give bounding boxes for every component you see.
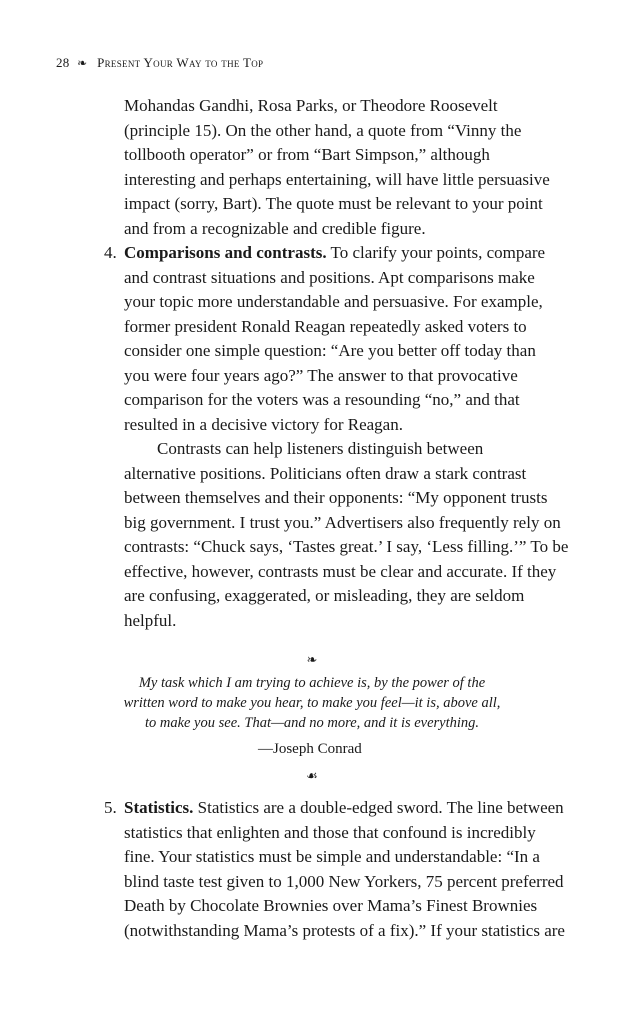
list-number: 5. bbox=[104, 798, 117, 817]
body-line: consider one simple question: “Are you better off today than bbox=[124, 341, 536, 360]
fleuron-top-icon: ❧ bbox=[306, 652, 318, 667]
body-line: alternative positions. Politicians often draw a stark contrast bbox=[124, 463, 527, 483]
page-number: 28 bbox=[56, 55, 70, 70]
body-line: statistics that enlighten and those that confound is incredibly bbox=[124, 822, 536, 842]
list-item-first-line bbox=[124, 796, 564, 821]
running-head bbox=[56, 55, 263, 71]
body-line: (principle 15). On the other hand, a quote from “Vinny the bbox=[124, 120, 522, 140]
body-line: former president Ronald Reagan repeatedly asked voters to bbox=[124, 316, 527, 336]
quote-line: My task which I am trying to achieve is, by the power of the bbox=[138, 675, 486, 691]
body-line: Mohandas Gandhi, Rosa Parks, or Theodore Roosevelt bbox=[124, 96, 498, 115]
body-line: comparison for the voters was a resounding “no,” and that bbox=[124, 390, 520, 409]
fleuron-icon: ❧ bbox=[77, 56, 88, 70]
body-line: helpful. bbox=[124, 610, 177, 630]
book-title: Present Your Way to the Top bbox=[97, 55, 264, 70]
body-line: contrasts: “Chuck says, ‘Tastes great.’ I say, ‘Less filling.’” To be bbox=[124, 537, 569, 556]
quote-line: written word to make you hear, to make you feel—it is, above all, bbox=[123, 695, 501, 711]
body-line: your topic more understandable and persuasive. For example, bbox=[124, 292, 543, 311]
item-text: Statistics are a double-edged sword. The line between bbox=[193, 798, 564, 817]
body-line: you were four years ago?” The answer to that provocative bbox=[124, 365, 518, 385]
body-line: blind taste test given to 1,000 New Yorkers, 75 percent preferred bbox=[124, 871, 564, 891]
body-line: and from a recognizable and credible figure. bbox=[124, 218, 426, 238]
list-item-first-line bbox=[124, 241, 545, 266]
item-text: To clarify your points, compare bbox=[326, 243, 546, 262]
body-line: are confusing, exaggerated, or misleading, they are seldom bbox=[124, 586, 525, 605]
body-line: resulted in a decisive victory for Reagan. bbox=[124, 414, 403, 434]
body-line: big government. I trust you.” Advertisers also frequently rely on bbox=[124, 512, 561, 532]
item-heading: Comparisons and contrasts. bbox=[124, 243, 327, 262]
fleuron-bottom-icon: ☙ bbox=[306, 768, 318, 783]
body-line: (notwithstanding Mama’s protests of a fix).” If your statistics are bbox=[124, 920, 565, 940]
item-heading: Statistics. bbox=[124, 798, 194, 817]
body-line: effective, however, contrasts must be clear and accurate. If they bbox=[124, 561, 557, 581]
body-line: Contrasts can help listeners distinguish between bbox=[157, 439, 484, 458]
quote-attribution: —Joseph Conrad bbox=[258, 741, 362, 757]
body-line: impact (sorry, Bart). The quote must be relevant to your point bbox=[124, 194, 543, 213]
list-number: 4. bbox=[104, 243, 117, 262]
body-line: interesting and perhaps entertaining, will have little persuasive bbox=[124, 169, 550, 189]
body-line: between themselves and their opponents: “My opponent trusts bbox=[124, 488, 548, 507]
body-line: tollbooth operator” or from “Bart Simpson,” although bbox=[124, 145, 490, 164]
quote-line: to make you see. That—and no more, and it is everything. bbox=[144, 715, 480, 731]
body-line: and contrast situations and positions. Apt comparisons make bbox=[124, 267, 535, 287]
body-line: fine. Your statistics must be simple and understandable: “In a bbox=[124, 847, 540, 866]
body-line: Death by Chocolate Brownies over Mama’s Finest Brownies bbox=[124, 896, 538, 915]
